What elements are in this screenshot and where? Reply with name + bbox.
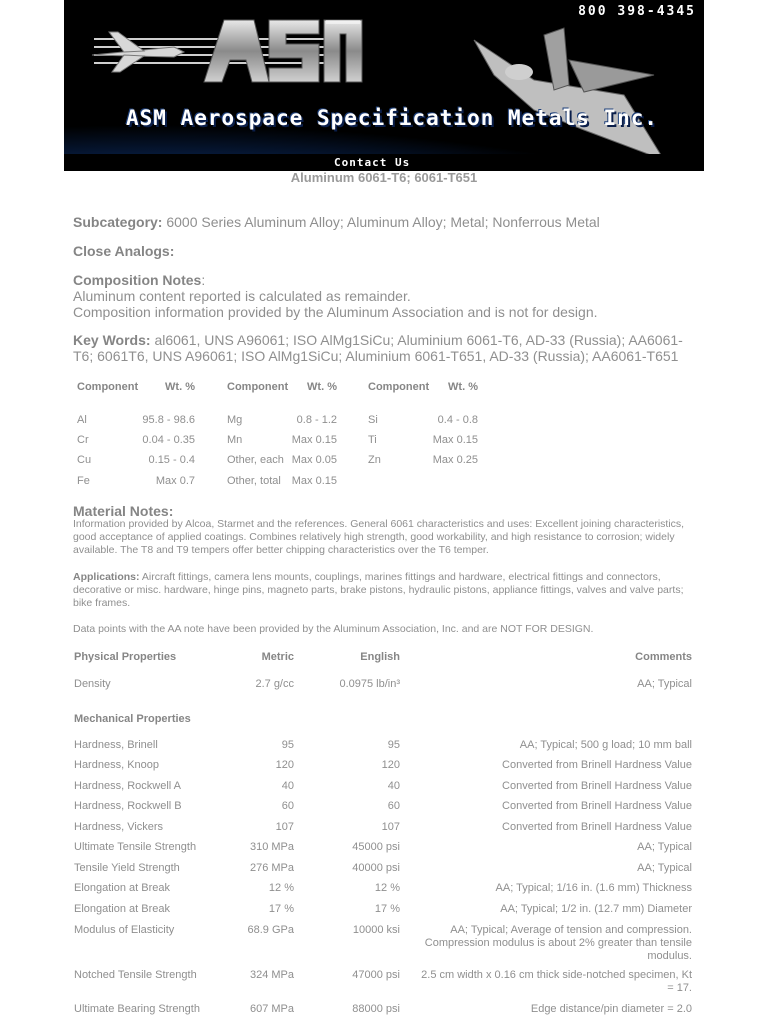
composition-value: Max 0.25 bbox=[432, 454, 478, 466]
english-value: 45000 psi bbox=[352, 841, 400, 853]
aa-note: Data points with the AA note have been provided by the Aluminum Association, Inc. and are NOT FOR DESIGN. bbox=[73, 623, 594, 635]
close-analogs bbox=[73, 243, 693, 259]
material-notes-label: Material Notes: bbox=[73, 503, 174, 519]
composition-value: Max 0.7 bbox=[155, 475, 195, 487]
composition-value: Max 0.05 bbox=[291, 454, 337, 466]
keywords-label: Key Words: bbox=[73, 332, 151, 348]
metric-value: 120 bbox=[275, 759, 294, 771]
material-notes-heading bbox=[73, 503, 693, 519]
property-name: Hardness, Rockwell A bbox=[74, 780, 181, 792]
metric-value: 107 bbox=[275, 821, 294, 833]
property-name: Hardness, Knoop bbox=[74, 759, 159, 771]
metric-value: 12 % bbox=[268, 882, 294, 894]
property-name: Hardness, Rockwell B bbox=[74, 800, 182, 812]
composition-notes-line1: Aluminum content reported is calculated as remainder. bbox=[73, 288, 411, 304]
comment: AA; Typical bbox=[637, 862, 692, 874]
material-notes-text: Information provided by Alcoa, Starmet and the references. General 6061 characteristics and uses: Excellent joining characteristics, good acceptance of applied coatings. Combines relatively high strength, good workability, and high resistance to corrosion; widely available. The T8 and T9 tempers offer better chipping characteristics over the T6 temper. bbox=[73, 518, 685, 556]
comment: Comments bbox=[635, 651, 692, 663]
composition-value: Max 0.15 bbox=[291, 434, 337, 446]
property-name: Elongation at Break bbox=[74, 882, 171, 894]
property-name: Density bbox=[74, 678, 111, 690]
composition-element: Mn bbox=[227, 434, 243, 446]
comment: Edge distance/pin diameter = 2.0 bbox=[530, 1003, 692, 1015]
metric-value: 276 MPa bbox=[249, 862, 294, 874]
property-name: Elongation at Break bbox=[74, 903, 171, 915]
subcategory-line bbox=[73, 214, 693, 230]
composition-value: 0.15 - 0.4 bbox=[148, 454, 195, 466]
composition-value: Max 0.15 bbox=[432, 434, 478, 446]
metric-value: 324 MPa bbox=[249, 969, 294, 981]
metric-value: 2.7 g/cc bbox=[255, 678, 294, 690]
english-value: 47000 psi bbox=[352, 969, 400, 981]
english-value: 17 % bbox=[374, 903, 400, 915]
composition-element: Other, each bbox=[227, 454, 284, 466]
metric-value: 95 bbox=[281, 739, 294, 751]
property-name: Notched Tensile Strength bbox=[74, 969, 197, 981]
applications-label: Applications: bbox=[73, 571, 140, 583]
phone-number: 800 398-4345 bbox=[578, 4, 696, 19]
comment: Converted from Brinell Hardness Value bbox=[502, 821, 692, 833]
metric-value: 68.9 GPa bbox=[247, 924, 294, 936]
english-value: 107 bbox=[381, 821, 400, 833]
composition-element: Zn bbox=[368, 454, 381, 466]
comment: AA; Typical; 500 g load; 10 mm ball bbox=[519, 739, 692, 751]
metric-value: Metric bbox=[261, 651, 294, 663]
property-name: Physical Properties bbox=[74, 651, 177, 663]
company-name: ASM Aerospace Specification Metals Inc. bbox=[126, 106, 659, 130]
composition-notes-line2: Composition information provided by the Aluminum Association and is not for design. bbox=[73, 304, 598, 320]
composition-value: 0.8 - 1.2 bbox=[296, 414, 337, 426]
composition-header-wt: Wt. % bbox=[448, 381, 478, 393]
applications-text: Aircraft fittings, camera lens mounts, couplings, marines fittings and hardware, electrical fittings and connectors, decorative or misc. hardware, hinge pins, magneto parts, brake pistons, hydraulic pistons, appliance fittings, valves and valve parts; bike frames. bbox=[73, 571, 684, 609]
comment: AA; Typical; 1/16 in. (1.6 mm) Thickness bbox=[495, 882, 692, 894]
metric-value: 60 bbox=[281, 800, 294, 812]
composition-notes: Composition Notes: Aluminum content reported is calculated as remainder. Composition information provided by the Aluminum Association and is not for design. bbox=[73, 272, 598, 320]
comment: 2.5 cm width x 0.16 cm thick side-notched specimen, Kt = 17. bbox=[421, 969, 692, 994]
property-name: Tensile Yield Strength bbox=[74, 862, 180, 874]
english-value: 12 % bbox=[374, 882, 400, 894]
header-banner bbox=[64, 0, 704, 171]
contact-us-link[interactable]: Contact Us bbox=[334, 156, 411, 169]
metric-value: 607 MPa bbox=[249, 1003, 294, 1015]
comment: AA; Typical bbox=[637, 678, 692, 690]
close-analogs-label: Close Analogs: bbox=[73, 243, 175, 259]
composition-header-component: Component bbox=[77, 381, 139, 393]
page-title: Aluminum 6061-T6; 6061-T651 bbox=[290, 170, 478, 185]
english-value: 60 bbox=[387, 800, 400, 812]
comment: Converted from Brinell Hardness Value bbox=[502, 800, 692, 812]
composition-element: Fe bbox=[77, 475, 90, 487]
comment: Converted from Brinell Hardness Value bbox=[502, 759, 692, 771]
english-value: 10000 ksi bbox=[352, 924, 400, 936]
composition-element: Other, total bbox=[227, 475, 281, 487]
composition-element: Cu bbox=[77, 454, 92, 466]
comment: AA; Typical bbox=[637, 841, 692, 853]
property-name: Modulus of Elasticity bbox=[74, 924, 175, 936]
property-name: Hardness, Vickers bbox=[74, 821, 164, 833]
composition-value: 0.4 - 0.8 bbox=[437, 414, 478, 426]
property-name: Hardness, Brinell bbox=[74, 739, 158, 751]
composition-element: Al bbox=[77, 414, 87, 426]
english-value: 95 bbox=[387, 739, 400, 751]
composition-value: 0.04 - 0.35 bbox=[142, 434, 195, 446]
composition-notes-label: Composition Notes bbox=[73, 272, 202, 288]
banner-artwork bbox=[64, 0, 704, 171]
property-name: Ultimate Bearing Strength bbox=[74, 1003, 200, 1015]
composition-element: Si bbox=[368, 414, 378, 426]
composition-element: Mg bbox=[227, 414, 243, 426]
subcategory-value: 6000 Series Aluminum Alloy; Aluminum Alloy; Metal; Nonferrous Metal bbox=[166, 214, 600, 230]
comment: Converted from Brinell Hardness Value bbox=[502, 780, 692, 792]
subcategory-label: Subcategory: bbox=[73, 214, 163, 230]
metric-value: 40 bbox=[281, 780, 294, 792]
composition-header-wt: Wt. % bbox=[307, 381, 337, 393]
english-value: English bbox=[360, 651, 400, 663]
composition-element: Cr bbox=[77, 434, 89, 446]
keywords-value: al6061, UNS A96061; ISO AlMg1SiCu; Aluminium 6061-T6, AD-33 (Russia); AA6061-T6; 6061T6, UNS A96061; ISO AlMg1SiCu; Aluminium 6061-T651, AD-33 (Russia); AA6061-T651 bbox=[73, 332, 683, 364]
composition-header-component: Component bbox=[227, 381, 289, 393]
english-value: 88000 psi bbox=[352, 1003, 400, 1015]
english-value: 120 bbox=[381, 759, 400, 771]
mechanical-properties-heading: Mechanical Properties bbox=[74, 713, 191, 725]
composition-header-component: Component bbox=[368, 381, 430, 393]
composition-header-wt: Wt. % bbox=[165, 381, 195, 393]
composition-value: 95.8 - 98.6 bbox=[142, 414, 195, 426]
property-name: Ultimate Tensile Strength bbox=[74, 841, 197, 853]
composition-element: Ti bbox=[368, 434, 377, 446]
applications bbox=[73, 571, 693, 610]
metric-value: 17 % bbox=[268, 903, 294, 915]
composition-value: Max 0.15 bbox=[291, 475, 337, 487]
keywords bbox=[73, 332, 693, 364]
english-value: 0.0975 lb/in³ bbox=[339, 678, 400, 690]
comment: AA; Typical; 1/2 in. (12.7 mm) Diameter bbox=[500, 903, 692, 915]
english-value: 40 bbox=[387, 780, 400, 792]
comment: AA; Typical; Average of tension and compression. Compression modulus is about 2% greater than tensile modulus. bbox=[424, 924, 692, 962]
metric-value: 310 MPa bbox=[249, 841, 294, 853]
english-value: 40000 psi bbox=[352, 862, 400, 874]
